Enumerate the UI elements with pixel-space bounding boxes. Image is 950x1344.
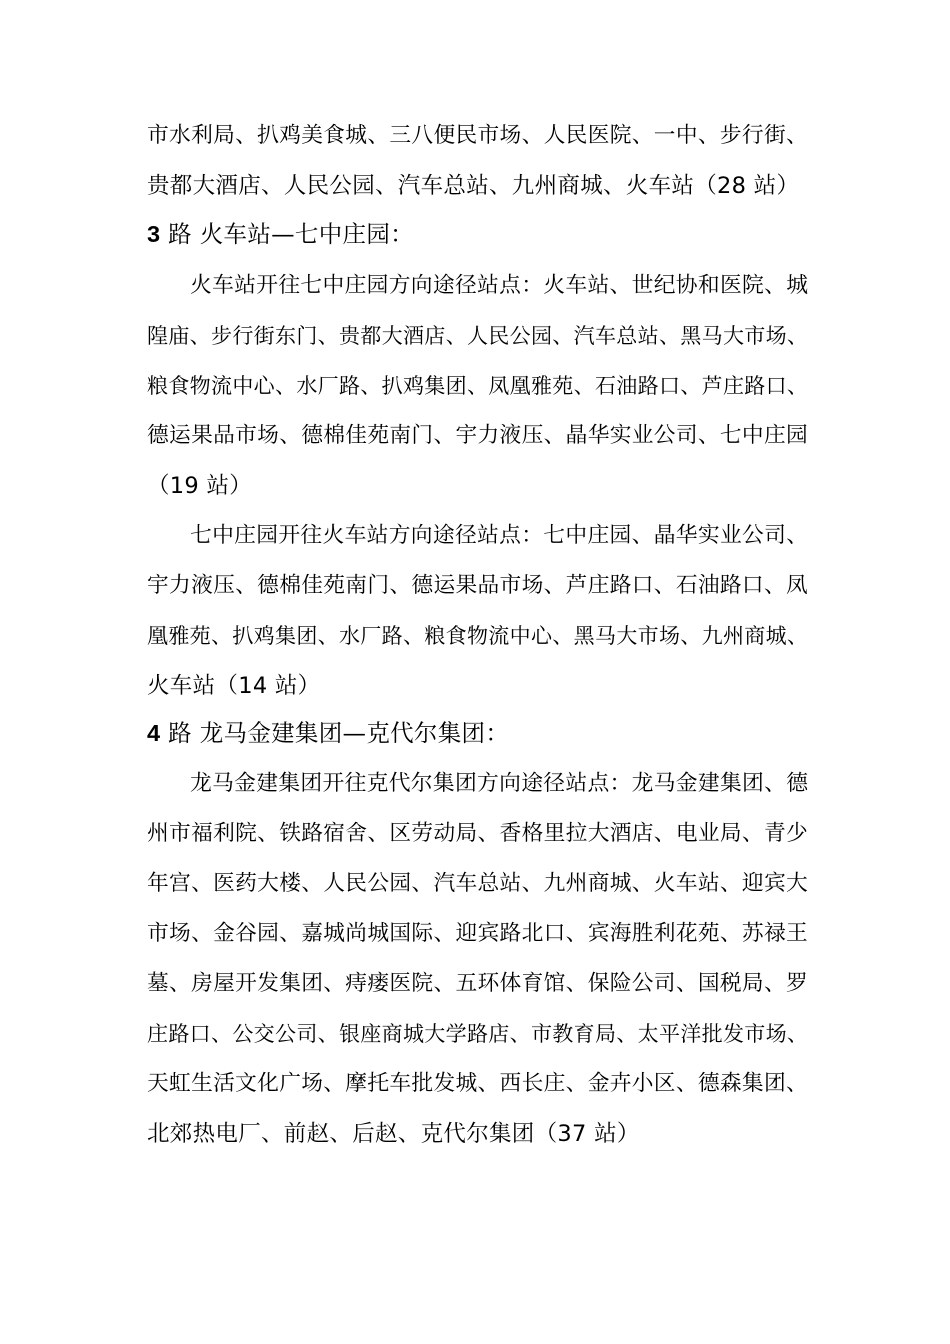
route3-outbound-line-2: 隍庙、步行街东门、贵都大酒店、人民公园、汽车总站、黑马大市场、	[147, 323, 809, 348]
route4-title: 路 龙马金建集团—克代尔集团：	[160, 719, 510, 747]
route4-outbound-line-5: 墓、房屋开发集团、痔瘘医院、五环体育馆、保险公司、国税局、罗	[147, 971, 809, 996]
route3-heading	[147, 219, 414, 249]
route3-inbound-line-3: 凰雅苑、扒鸡集团、水厂路、粮食物流中心、黑马大市场、九州商城、	[147, 623, 809, 648]
route2-line-1: 市水利局、扒鸡美食城、三八便民市场、人民医院、一中、步行街、	[147, 123, 809, 148]
route3-outbound-line-5: （19 站）	[147, 473, 253, 499]
route4-outbound-line-1: 龙马金建集团开往克代尔集团方向途径站点：龙马金建集团、德	[190, 771, 809, 796]
route4-outbound-line-4: 市场、金谷园、嘉城尚城国际、迎宾路北口、宾海胜利花苑、苏禄王	[147, 921, 809, 946]
route3-number: 3	[147, 221, 161, 247]
route3-outbound-line-1: 火车站开往七中庄园方向途径站点：火车站、世纪协和医院、城	[190, 273, 809, 298]
route3-outbound-line-3: 粮食物流中心、水厂路、扒鸡集团、凤凰雅苑、石油路口、芦庄路口、	[147, 373, 809, 398]
route4-outbound-line-2: 州市福利院、铁路宿舍、区劳动局、香格里拉大酒店、电业局、青少	[147, 821, 809, 846]
route4-outbound-line-8: 北郊热电厂、前赵、后赵、克代尔集团（37 站）	[147, 1121, 640, 1147]
route3-inbound-line-2: 宇力液压、德棉佳苑南门、德运果品市场、芦庄路口、石油路口、凤	[147, 573, 809, 598]
route4-outbound-line-7: 天虹生活文化广场、摩托车批发城、西长庄、金卉小区、德森集团、	[147, 1071, 809, 1096]
route3-inbound-line-1: 七中庄园开往火车站方向途径站点：七中庄园、晶华实业公司、	[190, 523, 809, 548]
route2-line-2: 贵都大酒店、人民公园、汽车总站、九州商城、火车站（28 站）	[147, 173, 800, 199]
route3-title: 路 火车站—七中庄园：	[160, 220, 414, 248]
route4-outbound-line-3: 年宫、医药大楼、人民公园、汽车总站、九州商城、火车站、迎宾大	[147, 871, 809, 896]
route4-number: 4	[147, 720, 161, 746]
route3-inbound-line-4: 火车站（14 站）	[147, 673, 321, 699]
route3-outbound-line-4: 德运果品市场、德棉佳苑南门、宇力液压、晶华实业公司、七中庄园	[147, 423, 809, 448]
route4-heading	[147, 718, 509, 748]
route4-outbound-line-6: 庄路口、公交公司、银座商城大学路店、市教育局、太平洋批发市场、	[147, 1021, 809, 1046]
